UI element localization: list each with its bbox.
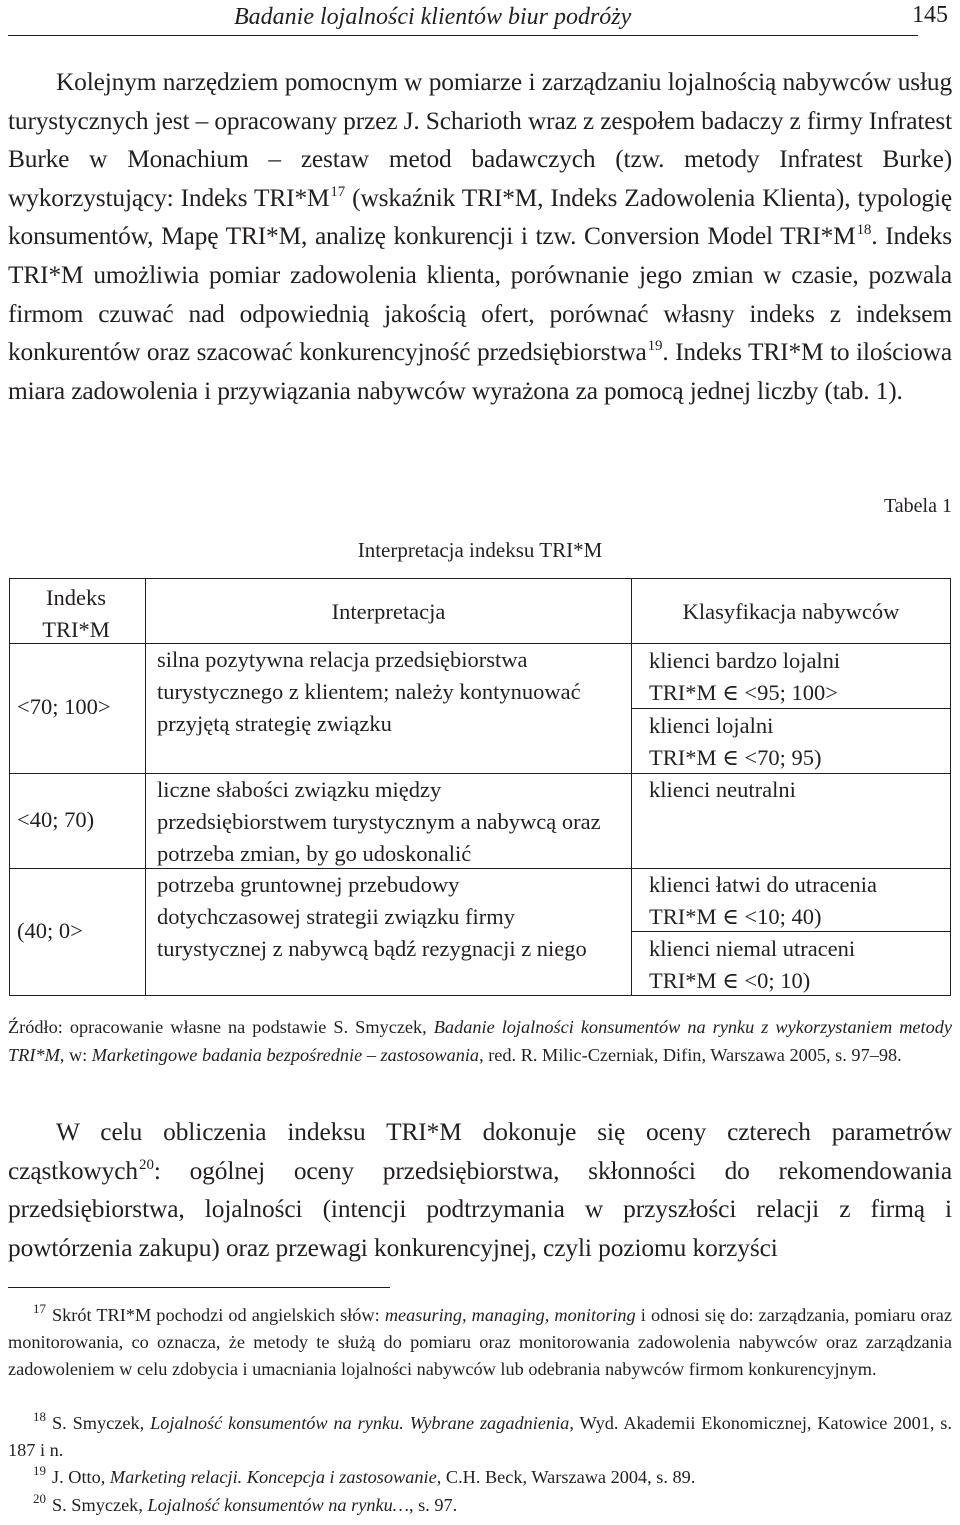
para2-text-1: W celu obliczenia indeksu TRI*M dokonuje się oceny czterech parametrów cząstkowych <box>8 1118 952 1185</box>
footnote-17-text-a: Skrót TRI*M pochodzi od angielskich słów: <box>52 1305 385 1325</box>
footnote-17-text-c: i odnosi się do: zarządzania, pomiaru oraz monitorowania, co oznacza, że metody te służą do pomiaru oraz monitorowania zadowolenia nabywców oraz zarządzania zadowoleniem w celu zdobycia i umacniania lojalności nabywców lub odebrania nabywców firmom konkurencyjnym. <box>8 1305 952 1379</box>
footnote-rule <box>8 1287 390 1288</box>
source-suffix: , red. R. Milic-Czerniak, Difin, Warszawa 2005, s. 97–98. <box>479 1045 902 1065</box>
row1-class2-range: TRI*M ∈ <70; 95) <box>649 745 822 770</box>
footnote-17 <box>8 1302 952 1383</box>
footnote-17-italic: measuring, managing, monitoring <box>384 1305 636 1325</box>
footnote-ref-18[interactable]: 18 <box>856 222 872 239</box>
row2-index: <40; 70) <box>17 807 95 832</box>
tri-m-table <box>9 578 951 996</box>
row2-interpretation: liczne słabości związku między przedsiębiorstwem turystycznym a nabywcą oraz potrzeba zmian, by go udoskonalić <box>157 777 601 866</box>
table-divider-1 <box>145 578 146 996</box>
footnote-17-number: 17 <box>33 1301 46 1316</box>
row3-interpretation: potrzeba gruntownej przebudowy dotychczasowej strategii związku firmy turystycznej z nabywcą bądź rezygnacji z niego <box>157 872 587 961</box>
para1-text-1: Kolejnym narzędziem pomocnym w pomiarze i zarządzaniu lojalnością nabywców usług turystycznych jest – opracowany przez J. Scharioth wraz z zespołem badaczy z firmy Infratest Burke w Monachium – zestaw metod badawczych (tzw. metody Infratest Burke) wykorzystujący: Indeks TRI*M <box>8 68 952 212</box>
footnote-20-text-c: , s. 97. <box>408 1495 458 1515</box>
source-prefix: Źródło: opracowanie własne na podstawie S. Smyczek, <box>8 1017 434 1037</box>
running-header <box>8 0 952 40</box>
footnote-20 <box>8 1492 952 1519</box>
footnote-ref-19[interactable]: 19 <box>647 338 663 355</box>
footnote-18-number: 18 <box>33 1409 46 1424</box>
footnote-19 <box>8 1464 952 1491</box>
para1-text-2: (wskaźnik TRI*M, Indeks Zadowolenia Klienta), typologię konsumentów, Mapę TRI*M, analizę konkurencji i tzw. Conversion Model TRI*M <box>8 183 953 251</box>
row1-interpretation: silna pozytywna relacja przedsiębiorstwa turystycznego z klientem; należy kontynuować przyjętą strategię związku <box>157 647 581 736</box>
page-number: 145 <box>912 2 948 28</box>
footnote-18-italic: Lojalność konsumentów na rynku. Wybrane zagadnienia <box>150 1413 570 1433</box>
row3-class1-name: klienci łatwi do utracenia <box>649 872 878 897</box>
body-paragraph-2 <box>8 1113 952 1267</box>
footnote-19-text-c: , C.H. Beck, Warszawa 2004, s. 89. <box>436 1467 696 1487</box>
row3-class2-range: TRI*M ∈ <0; 10) <box>649 968 811 993</box>
table-border-top <box>9 578 951 579</box>
body-paragraph-1 <box>8 63 952 410</box>
row3-class1-range: TRI*M ∈ <10; 40) <box>649 904 822 929</box>
table-label: Tabela 1 <box>883 495 952 517</box>
source-collection: Marketingowe badania bezpośrednie – zastosowania <box>91 1045 480 1065</box>
header-rule <box>8 35 918 36</box>
footnote-ref-17[interactable]: 17 <box>330 183 346 200</box>
table-divider-2 <box>631 578 632 996</box>
footnote-18-text-c: , Wyd. Akademii Ekonomicznej, Katowice 2001, s. 187 i n. <box>8 1413 952 1460</box>
row1-class2-name: klienci lojalni <box>649 713 774 738</box>
footnote-19-italic: Marketing relacji. Koncepcja i zastosowanie <box>109 1467 437 1487</box>
row3-index: (40; 0> <box>17 918 83 943</box>
table-source-note <box>8 1013 952 1069</box>
footnote-20-text-a: S. Smyczek, <box>52 1495 148 1515</box>
table-border-left <box>9 578 10 996</box>
footnote-ref-20[interactable]: 20 <box>139 1156 154 1173</box>
footnote-19-text-a: J. Otto, <box>52 1467 110 1487</box>
table-border-right <box>950 578 951 996</box>
running-header-title: Badanie lojalności klientów biur podróży <box>234 4 632 30</box>
footnote-18-text-a: S. Smyczek, <box>52 1413 151 1433</box>
row2-class1-name: klienci neutralni <box>649 777 796 802</box>
header-index: Indeks TRI*M <box>42 585 110 642</box>
table-title: Interpretacja indeksu TRI*M <box>357 538 603 562</box>
row1-class1-name: klienci bardzo lojalni <box>649 648 841 673</box>
footnote-20-italic: Lojalność konsumentów na rynku… <box>147 1495 409 1515</box>
header-interpretation: Interpretacja <box>331 599 446 624</box>
footnote-18 <box>8 1410 952 1464</box>
row1-index: <70; 100> <box>17 694 111 719</box>
row3-class2-name: klienci niemal utraceni <box>649 936 856 961</box>
para2-text-2: : ogólnej oceny przedsiębiorstwa, skłonności do rekomendowania przedsiębiorstwa, lojalności (intencji podtrzymania w przyszłości relacji z firmą i powtórzenia zakupu) oraz przewagi konkurencyjnej, czyli poziomu korzyści <box>8 1156 952 1262</box>
source-work-title: Badanie lojalności konsumentów na rynku z wykorzystaniem metody TRI*M <box>8 1017 952 1065</box>
footnote-20-number: 20 <box>33 1491 46 1506</box>
footnote-19-number: 19 <box>33 1463 46 1478</box>
row1-class1-range: TRI*M ∈ <95; 100> <box>649 680 838 705</box>
para1-text-4: . Indeks TRI*M to ilościowa miara zadowolenia i przywiązania nabywców wyrażona za pomocą jednej liczby (tab. 1). <box>8 338 952 405</box>
para1-text-3: . Indeks TRI*M umożliwia pomiar zadowolenia klienta, porównanie jego zmian w czasie, pozwala firmom czuwać nad odpowiednią jakością ofert, porównać własny indeks z indeksem konkurentów oraz szacować konkurencyjność przedsiębiorstwa <box>8 222 952 367</box>
header-classification: Klasyfikacja nabywców <box>682 599 900 624</box>
source-middle: , w: <box>59 1045 92 1065</box>
